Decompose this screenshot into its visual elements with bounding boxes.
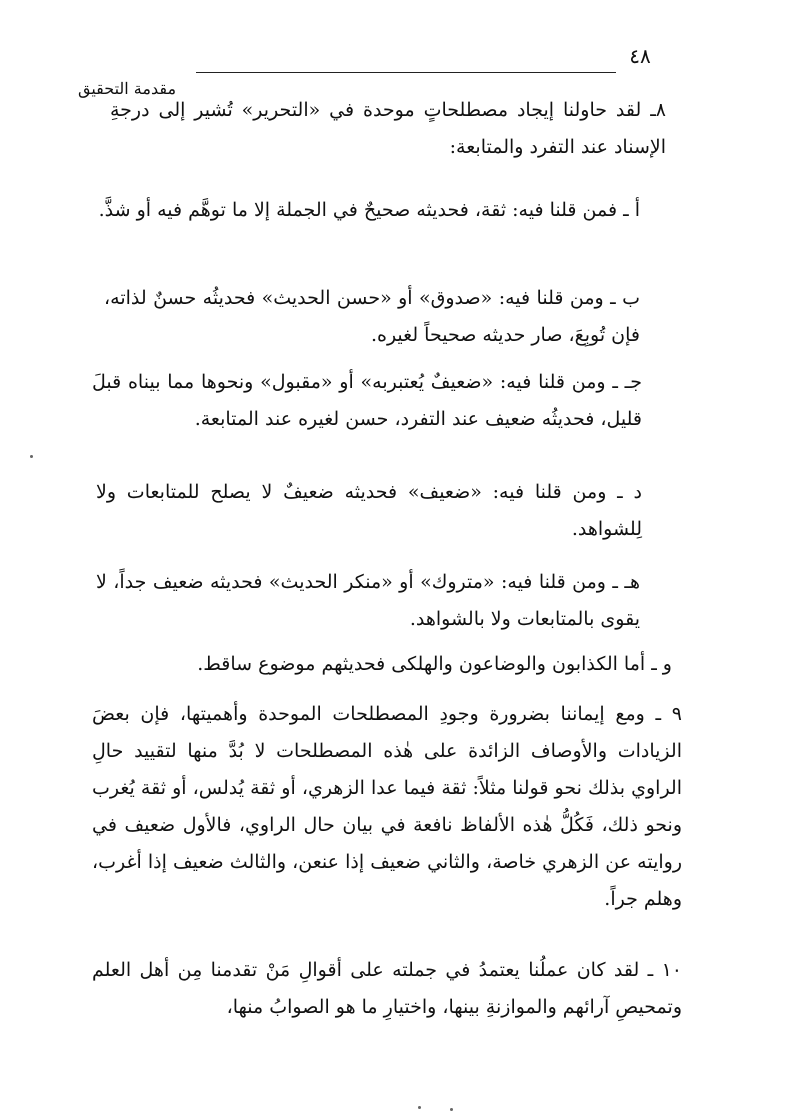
paragraph-8: ٨ـ لقد حاولنا إيجاد مصطلحاتٍ موحدة في «التحرير» تُشير إلى درجةِ الإسناد عند التفرد والمتابعة: bbox=[110, 99, 666, 158]
paragraph-10: ١٠ ـ لقد كان عملُنا يعتمدُ في جملته على أقوالِ مَنْ تقدمنا مِن أهل العلم وتمحيصِ آرائهم والموازنةِ بينها، واختيارِ ما هو الصوابُ منها، bbox=[92, 959, 682, 1018]
page-number: ٤٨ bbox=[629, 44, 651, 68]
paragraph-alif: أ ـ فمن قلنا فيه: ثقة، فحديثه صحيحٌ في الجملة إلا ما توهَّم فيه أو شذَّ. bbox=[98, 199, 640, 221]
paragraph-9: ٩ ـ ومع إيماننا بضرورة وجودِ المصطلحات الموحدة وأهميتها، فإن بعضَ الزيادات والأوصاف الزائدة على هٰذه المصطلحات لا بُدَّ منها لتقييد حالِ الراوي بذلك نحو قولنا مثلاً: ثقة فيما عدا الزهري، أو ثقة يُدلس، أو ثقة يُغرب ونحو ذلك، فَكُلُّ هٰذه الألفاظ نافعة في بيان حال الراوي، فالأول ضعيف في روايته عن الزهري خاصة، والثاني ضعيف إذا عنعن، والثالث ضعيف إذا أغرب، وهلم جراً. bbox=[92, 703, 682, 910]
paragraph-ba: ب ـ ومن قلنا فيه: «صدوق» أو «حسن الحديث» فحديثُه حسنٌ لذاته، فإن تُوبِعَ، صار حديثه صحيحاً لغيره. bbox=[104, 287, 640, 346]
paragraph-ha: هـ ـ ومن قلنا فيه: «متروك» أو «منكر الحديث» فحديثه ضعيف جداً، لا يقوى بالمتابعات ولا بالشواهد. bbox=[96, 571, 640, 630]
scan-speck bbox=[30, 455, 33, 458]
running-title: مقدمة التحقيق bbox=[77, 79, 177, 98]
scan-speck bbox=[418, 1106, 421, 1109]
paragraph-waw: و ـ أما الكذابون والوضاعون والهلكى فحديثهم موضوع ساقط. bbox=[197, 653, 672, 675]
paragraph-dal: د ـ ومن قلنا فيه: «ضعيف» فحديثه ضعيفٌ لا يصلح للمتابعات ولا لِلشواهد. bbox=[96, 481, 642, 540]
scan-speck bbox=[450, 1108, 453, 1111]
header-rule bbox=[196, 72, 616, 73]
paragraph-jim: جـ ـ ومن قلنا فيه: «ضعيفٌ يُعتبربه» أو «مقبول» ونحوها مما بيناه قبلَ قليل، فحديثُه ضعيف عند التفرد، حسن لغيره عند المتابعة. bbox=[92, 371, 642, 430]
